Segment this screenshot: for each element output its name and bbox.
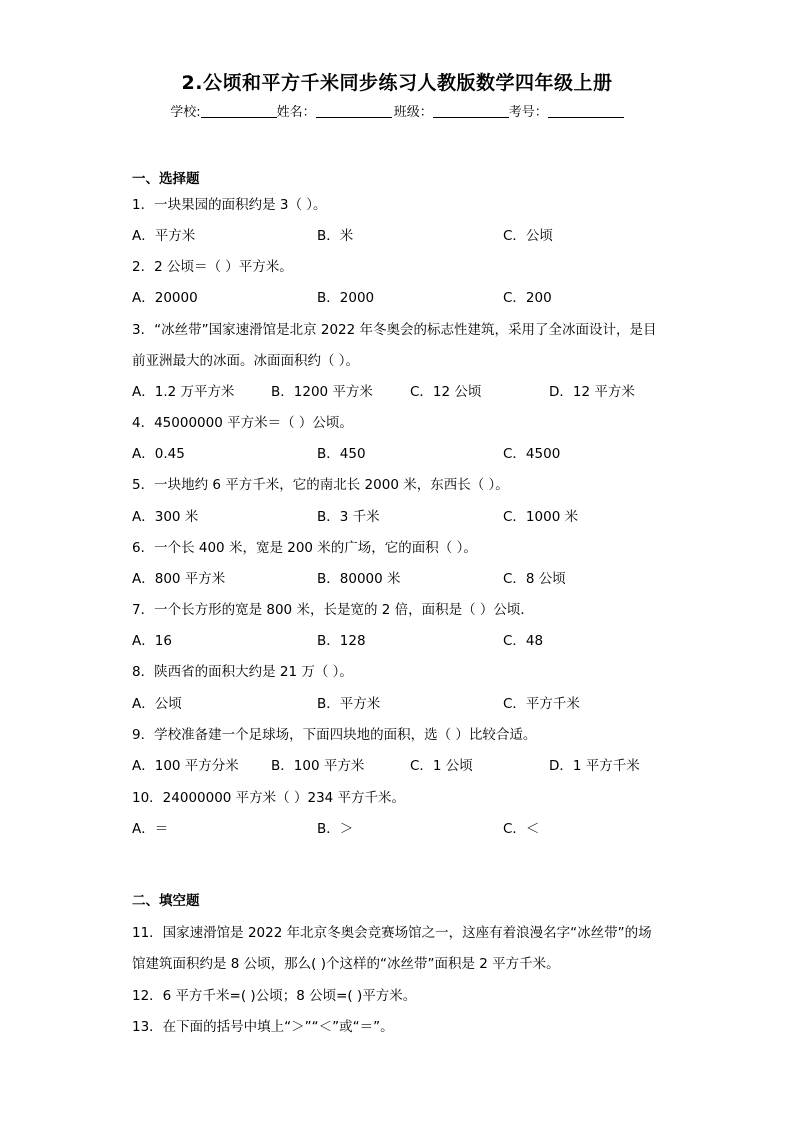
option-d[interactable]: D．12 平方米 — [549, 384, 635, 400]
class-label: 班级： — [393, 105, 433, 120]
options-5 — [132, 505, 692, 525]
school-label: 学校: — [170, 105, 201, 120]
question-8: 8．陕西省的面积大约是 21 万（ ）。 — [132, 664, 353, 680]
school-blank[interactable] — [201, 104, 277, 118]
name-label: 姓名： — [276, 105, 316, 120]
student-info-line — [0, 101, 794, 120]
option-a[interactable]: A．1.2 万平方米 — [132, 384, 235, 400]
option-b[interactable]: B．3 千米 — [317, 509, 380, 525]
option-a[interactable]: A．＝ — [132, 821, 169, 837]
options-6 — [132, 567, 692, 587]
question-1: 1．一块果园的面积约是 3（ ）。 — [132, 197, 327, 213]
options-9 — [132, 754, 692, 774]
option-c[interactable]: C．＜ — [503, 821, 540, 837]
name-blank[interactable] — [316, 104, 392, 118]
option-a[interactable]: A．300 米 — [132, 509, 199, 525]
option-c[interactable]: C．1000 米 — [503, 509, 579, 525]
question-2: 2．2 公顷＝（ ）平方米。 — [132, 259, 293, 275]
question-3-line-1: 3．“冰丝带”国家速滑馆是北京 2022 年冬奥会的标志性建筑，采用了全冰面设计，是目 — [132, 322, 657, 338]
question-12: 12．6 平方千米=( )公顷；8 公顷=( )平方米。 — [132, 988, 417, 1004]
option-a[interactable]: A．公顷 — [132, 696, 182, 712]
question-6: 6．一个长 400 米，宽是 200 米的广场，它的面积（ ）。 — [132, 540, 477, 556]
question-5: 5．一块地约 6 平方千米，它的南北长 2000 米，东西长（ ）。 — [132, 477, 509, 493]
option-a[interactable]: A．16 — [132, 633, 172, 649]
option-b[interactable]: B．100 平方米 — [271, 758, 365, 774]
option-d[interactable]: D．1 平方千米 — [549, 758, 640, 774]
number-blank[interactable] — [548, 104, 624, 118]
option-c[interactable]: C．公顷 — [503, 228, 553, 244]
options-7 — [132, 629, 692, 649]
section-heading-fill: 二、填空题 — [132, 893, 200, 909]
section-heading-choice: 一、选择题 — [132, 171, 200, 187]
option-b[interactable]: B．450 — [317, 446, 366, 462]
option-a[interactable]: A．100 平方分米 — [132, 758, 239, 774]
options-8 — [132, 692, 692, 712]
question-13: 13．在下面的括号中填上“＞”“＜”或“＝”。 — [132, 1019, 394, 1035]
question-10: 10．24000000 平方米（ ）234 平方千米。 — [132, 790, 406, 806]
question-9: 9．学校准备建一个足球场，下面四块地的面积，选（ ）比较合适。 — [132, 727, 537, 743]
page-title: 2.公顷和平方千米同步练习人教版数学四年级上册 — [181, 72, 613, 94]
option-a[interactable]: A．0.45 — [132, 446, 185, 462]
option-b[interactable]: B．平方米 — [317, 696, 381, 712]
option-c[interactable]: C．平方千米 — [503, 696, 580, 712]
question-4: 4．45000000 平方米＝（ ）公顷。 — [132, 415, 353, 431]
options-2 — [132, 286, 692, 306]
option-a[interactable]: A．20000 — [132, 290, 198, 306]
option-b[interactable]: B．2000 — [317, 290, 375, 306]
question-11-line-2: 馆建筑面积约是 8 公顷，那么( )个这样的“冰丝带”面积是 2 平方千米。 — [132, 956, 560, 972]
question-11-line-1: 11．国家速滑馆是 2022 年北京冬奥会竞赛场馆之一，这座有着浪漫名字“冰丝带”的场 — [132, 925, 652, 941]
option-c[interactable]: C．8 公顷 — [503, 571, 566, 587]
option-a[interactable]: A．800 平方米 — [132, 571, 226, 587]
options-3 — [132, 380, 692, 400]
options-4 — [132, 442, 692, 462]
option-b[interactable]: B．米 — [317, 228, 354, 244]
option-b[interactable]: B．80000 米 — [317, 571, 401, 587]
option-c[interactable]: C．48 — [503, 633, 544, 649]
option-c[interactable]: C．200 — [503, 290, 552, 306]
class-blank[interactable] — [433, 104, 509, 118]
option-b[interactable]: B．1200 平方米 — [271, 384, 373, 400]
option-b[interactable]: B．＞ — [317, 821, 354, 837]
option-b[interactable]: B．128 — [317, 633, 366, 649]
question-3-line-2: 前亚洲最大的冰面。冰面面积约（ ）。 — [132, 353, 360, 369]
option-c[interactable]: C．1 公顷 — [410, 758, 473, 774]
option-a[interactable]: A．平方米 — [132, 228, 196, 244]
options-1 — [132, 224, 692, 244]
options-10 — [132, 817, 692, 837]
question-7: 7．一个长方形的宽是 800 米，长是宽的 2 倍，面积是（ ）公顷． — [132, 602, 534, 618]
number-label: 考号： — [508, 105, 548, 120]
option-c[interactable]: C．4500 — [503, 446, 561, 462]
option-c[interactable]: C．12 公顷 — [410, 384, 482, 400]
